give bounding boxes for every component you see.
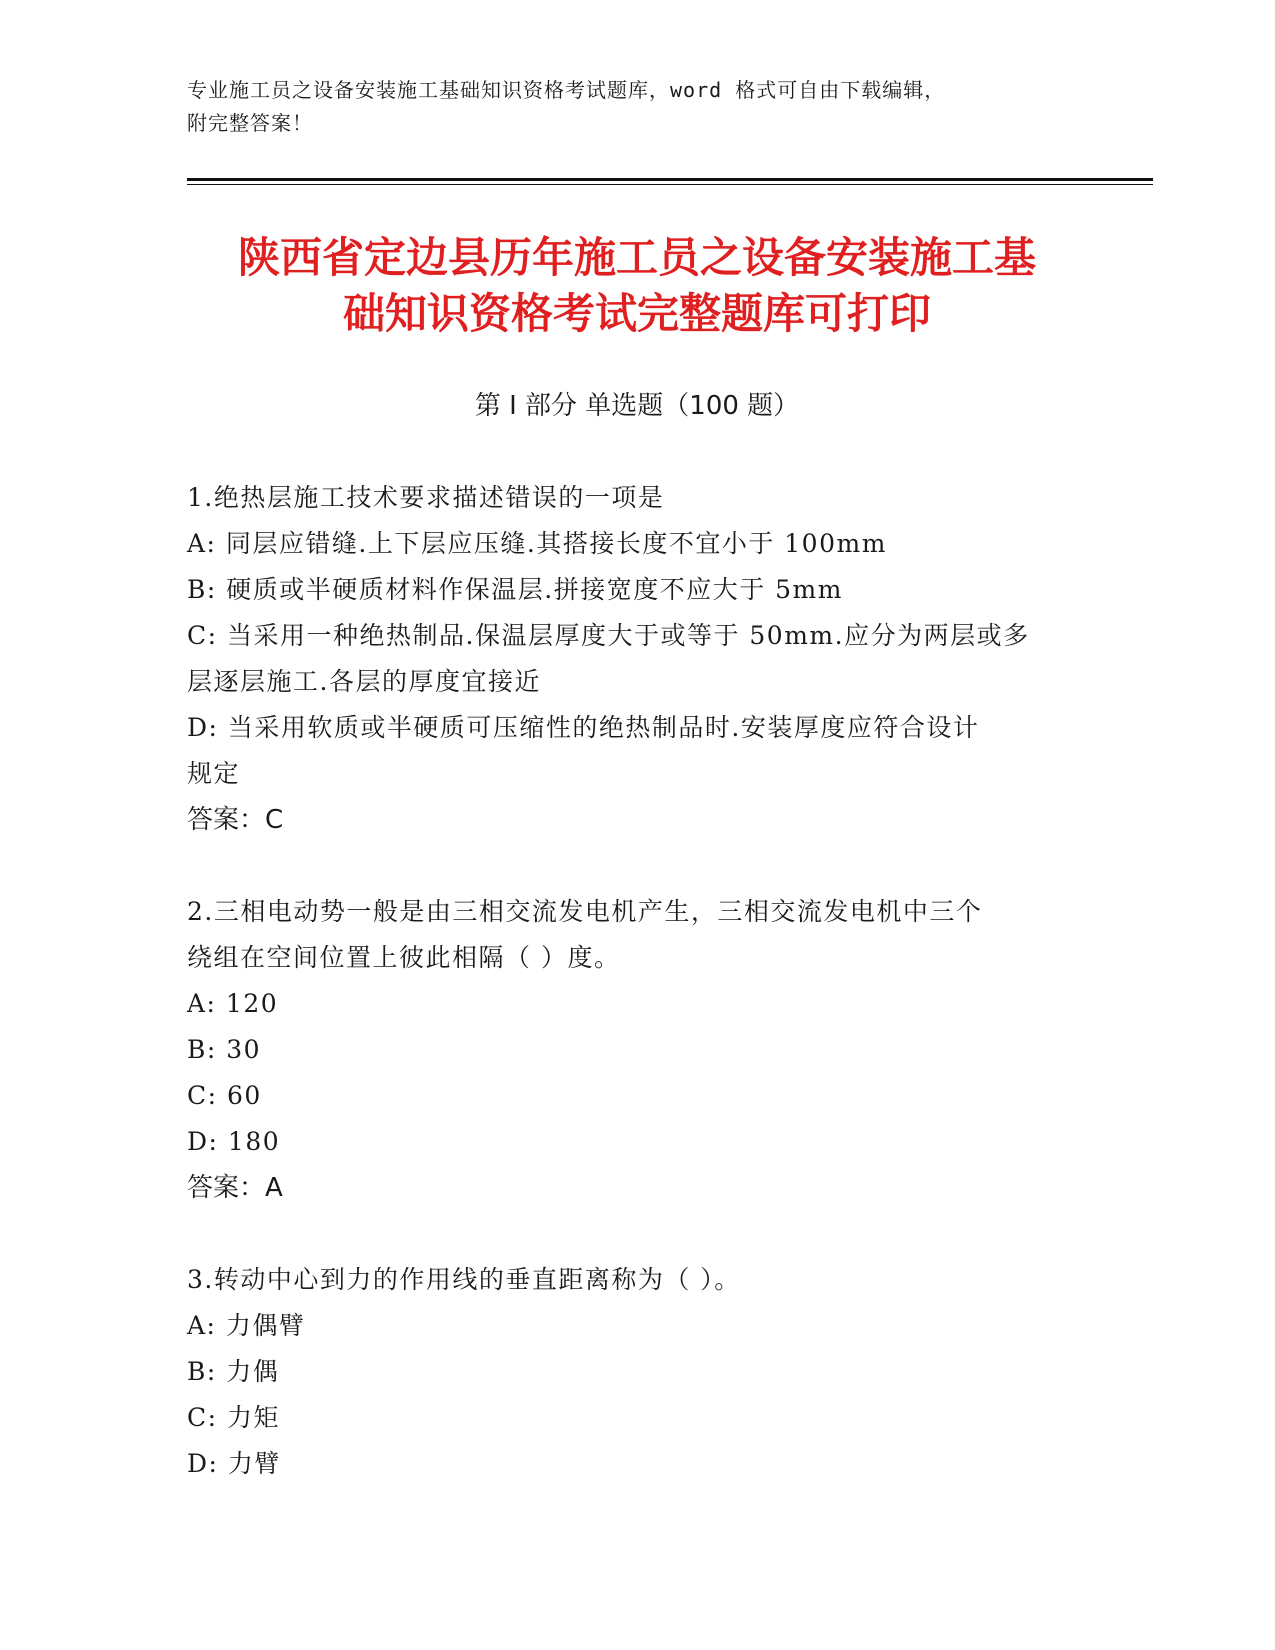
option-a: A: 同层应错缝.上下层应压缝.其搭接长度不宜小于 100mm xyxy=(187,529,887,558)
option-d: D: 当采用软质或半硬质可压缩性的绝热制品时.安装厚度应符合设计 xyxy=(187,713,980,742)
option-c: C: 60 xyxy=(187,1081,262,1110)
option-b: B: 30 xyxy=(187,1035,262,1064)
question-list xyxy=(187,475,1087,1533)
question-stem-continued: 绕组在空间位置上彼此相隔（ ）度。 xyxy=(187,943,621,972)
section-heading: 第 I 部分 单选题（100 题） xyxy=(474,391,800,421)
answer-label: 答案：C xyxy=(187,805,284,835)
question-3 xyxy=(187,1257,1087,1487)
intro-text xyxy=(187,74,1087,140)
intro-line-2: 附完整答案！ xyxy=(187,111,313,135)
option-a: A: 120 xyxy=(187,989,279,1018)
question-2 xyxy=(187,889,1087,1211)
title-line-1: 陕西省定边县历年施工员之设备安装施工基 xyxy=(237,233,1036,282)
option-b: B: 力偶 xyxy=(187,1357,280,1386)
question-stem: 3.转动中心到力的作用线的垂直距离称为（ ）。 xyxy=(187,1265,741,1294)
intro-line-1: 专业施工员之设备安装施工基础知识资格考试题库，word 格式可自由下载编辑， xyxy=(187,78,946,102)
option-d-continued: 规定 xyxy=(187,759,241,788)
question-1 xyxy=(187,475,1087,843)
question-stem: 2.三相电动势一般是由三相交流发电机产生，三相交流发电机中三个 xyxy=(187,897,983,926)
document-title xyxy=(187,230,1087,342)
option-d: D: 力臂 xyxy=(187,1449,281,1478)
option-c-continued: 层逐层施工.各层的厚度宜接近 xyxy=(187,667,541,696)
option-c: C: 当采用一种绝热制品.保温层厚度大于或等于 50mm.应分为两层或多 xyxy=(187,621,1030,650)
option-a: A: 力偶臂 xyxy=(187,1311,306,1340)
header-rule-thick xyxy=(187,178,1153,181)
answer-label: 答案：A xyxy=(187,1173,283,1203)
header-rule-thin xyxy=(187,184,1153,185)
option-b: B: 硬质或半硬质材料作保温层.拼接宽度不应大于 5mm xyxy=(187,575,843,604)
title-line-2: 础知识资格考试完整题库可打印 xyxy=(342,289,931,338)
option-d: D: 180 xyxy=(187,1127,281,1156)
question-stem: 1.绝热层施工技术要求描述错误的一项是 xyxy=(187,483,665,512)
option-c: C: 力矩 xyxy=(187,1403,280,1432)
